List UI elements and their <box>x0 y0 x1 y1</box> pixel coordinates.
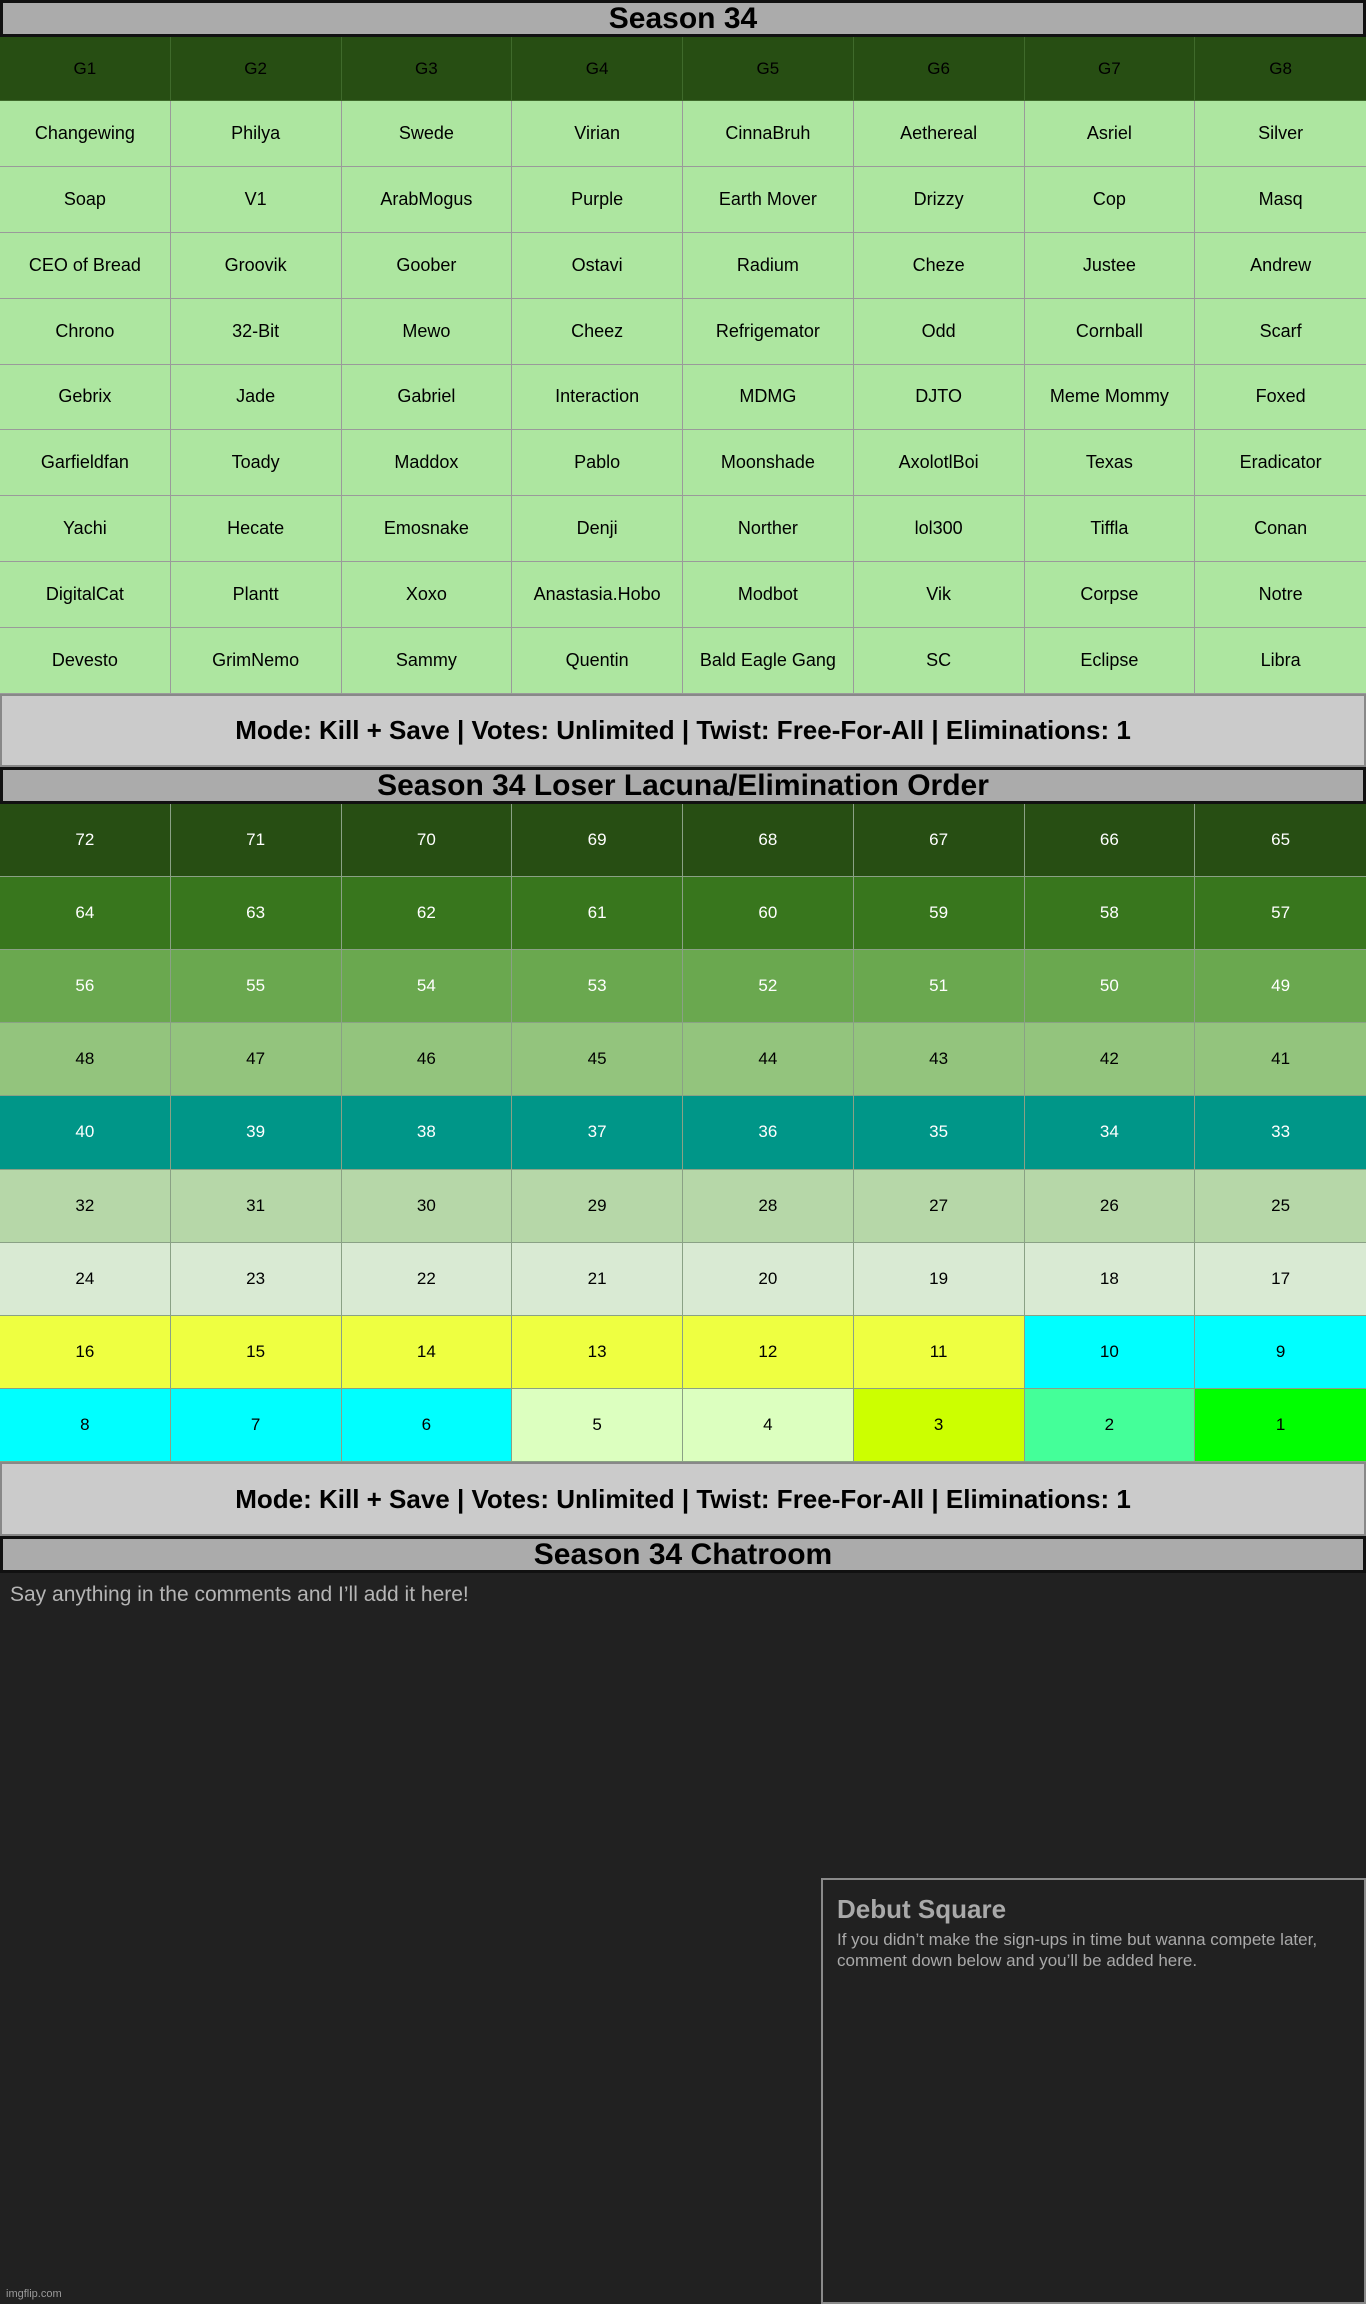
contestant-cell: Pablo <box>512 430 683 496</box>
chatroom-title: Season 34 Chatroom <box>0 1536 1366 1573</box>
contestant-cell: CinnaBruh <box>683 101 854 167</box>
placement-cell: 59 <box>854 877 1025 950</box>
contestant-cell: Foxed <box>1195 365 1366 431</box>
placement-cell: 7 <box>171 1389 342 1462</box>
group-header: G1 <box>0 37 171 101</box>
contestant-cell: Gabriel <box>342 365 513 431</box>
placement-cell: 33 <box>1195 1096 1366 1169</box>
placement-cell: 15 <box>171 1316 342 1389</box>
contestant-cell: Denji <box>512 496 683 562</box>
placement-cell: 11 <box>854 1316 1025 1389</box>
contestant-cell: AxolotlBoi <box>854 430 1025 496</box>
placement-cell: 44 <box>683 1023 854 1096</box>
contestant-cell: lol300 <box>854 496 1025 562</box>
placement-cell: 21 <box>512 1243 683 1316</box>
placement-cell: 25 <box>1195 1170 1366 1243</box>
placement-cell: 2 <box>1025 1389 1196 1462</box>
placement-cell: 53 <box>512 950 683 1023</box>
placement-cell: 29 <box>512 1170 683 1243</box>
placement-cell: 6 <box>342 1389 513 1462</box>
placement-cell: 56 <box>0 950 171 1023</box>
group-header: G2 <box>171 37 342 101</box>
placement-cell: 35 <box>854 1096 1025 1169</box>
debut-square-description: If you didn’t make the sign-ups in time but wanna compete later, comment down below and you’ll be added here. <box>837 1930 1318 1970</box>
roster-grid <box>0 37 1366 694</box>
contestant-cell: Silver <box>1195 101 1366 167</box>
group-header: G8 <box>1195 37 1366 101</box>
contestant-cell: Hecate <box>171 496 342 562</box>
placement-cell: 46 <box>342 1023 513 1096</box>
placement-cell: 18 <box>1025 1243 1196 1316</box>
placement-cell: 31 <box>171 1170 342 1243</box>
placement-cell: 51 <box>854 950 1025 1023</box>
contestant-cell: Drizzy <box>854 167 1025 233</box>
placement-cell: 3 <box>854 1389 1025 1462</box>
placement-cell: 49 <box>1195 950 1366 1023</box>
contestant-cell: Refrigemator <box>683 299 854 365</box>
contestant-cell: Eclipse <box>1025 628 1196 694</box>
placement-cell: 63 <box>171 877 342 950</box>
contestant-cell: Yachi <box>0 496 171 562</box>
contestant-cell: Mewo <box>342 299 513 365</box>
placement-cell: 43 <box>854 1023 1025 1096</box>
placement-cell: 12 <box>683 1316 854 1389</box>
group-header: G5 <box>683 37 854 101</box>
contestant-cell: Purple <box>512 167 683 233</box>
placement-cell: 41 <box>1195 1023 1366 1096</box>
placement-cell: 65 <box>1195 804 1366 877</box>
placement-cell: 47 <box>171 1023 342 1096</box>
placement-cell: 66 <box>1025 804 1196 877</box>
placement-cell: 42 <box>1025 1023 1196 1096</box>
contestant-cell: Sammy <box>342 628 513 694</box>
contestant-cell: Plantt <box>171 562 342 628</box>
contestant-cell: Moonshade <box>683 430 854 496</box>
contestant-cell: Andrew <box>1195 233 1366 299</box>
placement-cell: 23 <box>171 1243 342 1316</box>
contestant-cell: Odd <box>854 299 1025 365</box>
placement-cell: 70 <box>342 804 513 877</box>
placement-cell: 30 <box>342 1170 513 1243</box>
contestant-cell: Notre <box>1195 562 1366 628</box>
contestant-cell: Soap <box>0 167 171 233</box>
contestant-cell: SC <box>854 628 1025 694</box>
contestant-cell: Norther <box>683 496 854 562</box>
contestant-cell: Meme Mommy <box>1025 365 1196 431</box>
placement-cell: 37 <box>512 1096 683 1169</box>
placement-cell: 22 <box>342 1243 513 1316</box>
contestant-cell: Groovik <box>171 233 342 299</box>
contestant-cell: DigitalCat <box>0 562 171 628</box>
contestant-cell: Chrono <box>0 299 171 365</box>
placement-cell: 69 <box>512 804 683 877</box>
placement-cell: 54 <box>342 950 513 1023</box>
placement-cell: 5 <box>512 1389 683 1462</box>
contestant-cell: Changewing <box>0 101 171 167</box>
contestant-cell: Eradicator <box>1195 430 1366 496</box>
placement-cell: 39 <box>171 1096 342 1169</box>
placement-cell: 16 <box>0 1316 171 1389</box>
placement-cell: 55 <box>171 950 342 1023</box>
mode-bar: Mode: Kill + Save | Votes: Unlimited | Twist: Free-For-All | Eliminations: 1 <box>0 694 1366 767</box>
contestant-cell: Corpse <box>1025 562 1196 628</box>
contestant-cell: Devesto <box>0 628 171 694</box>
placement-cell: 40 <box>0 1096 171 1169</box>
contestant-cell: Bald Eagle Gang <box>683 628 854 694</box>
placement-cell: 62 <box>342 877 513 950</box>
contestant-cell: Libra <box>1195 628 1366 694</box>
placement-cell: 61 <box>512 877 683 950</box>
contestant-cell: CEO of Bread <box>0 233 171 299</box>
contestant-cell: Cheez <box>512 299 683 365</box>
placement-cell: 13 <box>512 1316 683 1389</box>
contestant-cell: Virian <box>512 101 683 167</box>
placement-cell: 50 <box>1025 950 1196 1023</box>
contestant-cell: Aethereal <box>854 101 1025 167</box>
placement-cell: 52 <box>683 950 854 1023</box>
contestant-cell: V1 <box>171 167 342 233</box>
debut-square-title: Debut Square <box>837 1894 1007 1924</box>
placement-cell: 60 <box>683 877 854 950</box>
placement-cell: 67 <box>854 804 1025 877</box>
placement-cell: 19 <box>854 1243 1025 1316</box>
contestant-cell: Texas <box>1025 430 1196 496</box>
contestant-cell: Gebrix <box>0 365 171 431</box>
season-title: Season 34 <box>0 0 1366 37</box>
watermark: imgflip.com <box>6 2288 62 2300</box>
contestant-cell: Anastasia.Hobo <box>512 562 683 628</box>
placement-cell: 38 <box>342 1096 513 1169</box>
placement-cell: 28 <box>683 1170 854 1243</box>
contestant-cell: Justee <box>1025 233 1196 299</box>
contestant-cell: Radium <box>683 233 854 299</box>
group-header: G3 <box>342 37 513 101</box>
contestant-cell: DJTO <box>854 365 1025 431</box>
placement-cell: 34 <box>1025 1096 1196 1169</box>
placement-cell: 57 <box>1195 877 1366 950</box>
debut-square-panel <box>821 1878 1366 2304</box>
contestant-cell: Xoxo <box>342 562 513 628</box>
placement-cell: 32 <box>0 1170 171 1243</box>
placement-cell: 10 <box>1025 1316 1196 1389</box>
contestant-cell: MDMG <box>683 365 854 431</box>
group-header: G4 <box>512 37 683 101</box>
elimination-grid <box>0 804 1366 1462</box>
placement-cell: 1 <box>1195 1389 1366 1462</box>
contestant-cell: Vik <box>854 562 1025 628</box>
contestant-cell: Earth Mover <box>683 167 854 233</box>
contestant-cell: Masq <box>1195 167 1366 233</box>
elimination-title: Season 34 Loser Lacuna/Elimination Order <box>0 767 1366 804</box>
contestant-cell: Conan <box>1195 496 1366 562</box>
placement-cell: 72 <box>0 804 171 877</box>
placement-cell: 27 <box>854 1170 1025 1243</box>
contestant-cell: Garfieldfan <box>0 430 171 496</box>
placement-cell: 4 <box>683 1389 854 1462</box>
contestant-cell: Jade <box>171 365 342 431</box>
contestant-cell: Cheze <box>854 233 1025 299</box>
group-header: G6 <box>854 37 1025 101</box>
contestant-cell: ArabMogus <box>342 167 513 233</box>
placement-cell: 58 <box>1025 877 1196 950</box>
placement-cell: 71 <box>171 804 342 877</box>
placement-cell: 48 <box>0 1023 171 1096</box>
placement-cell: 24 <box>0 1243 171 1316</box>
contestant-cell: Cornball <box>1025 299 1196 365</box>
contestant-cell: Ostavi <box>512 233 683 299</box>
placement-cell: 64 <box>0 877 171 950</box>
contestant-cell: Cop <box>1025 167 1196 233</box>
contestant-cell: Swede <box>342 101 513 167</box>
contestant-cell: Philya <box>171 101 342 167</box>
contestant-cell: Scarf <box>1195 299 1366 365</box>
placement-cell: 17 <box>1195 1243 1366 1316</box>
contestant-cell: Goober <box>342 233 513 299</box>
placement-cell: 36 <box>683 1096 854 1169</box>
contestant-cell: Modbot <box>683 562 854 628</box>
contestant-cell: Interaction <box>512 365 683 431</box>
placement-cell: 14 <box>342 1316 513 1389</box>
contestant-cell: Maddox <box>342 430 513 496</box>
contestant-cell: Tiffla <box>1025 496 1196 562</box>
placement-cell: 68 <box>683 804 854 877</box>
contestant-cell: Emosnake <box>342 496 513 562</box>
contestant-cell: 32-Bit <box>171 299 342 365</box>
mode-bar-bottom: Mode: Kill + Save | Votes: Unlimited | Twist: Free-For-All | Eliminations: 1 <box>0 1462 1366 1536</box>
contestant-cell: Toady <box>171 430 342 496</box>
placement-cell: 20 <box>683 1243 854 1316</box>
chatroom-message: Say anything in the comments and I’ll add it here! <box>10 1583 469 1606</box>
placement-cell: 9 <box>1195 1316 1366 1389</box>
contestant-cell: Asriel <box>1025 101 1196 167</box>
placement-cell: 8 <box>0 1389 171 1462</box>
placement-cell: 45 <box>512 1023 683 1096</box>
placement-cell: 26 <box>1025 1170 1196 1243</box>
group-header: G7 <box>1025 37 1196 101</box>
contestant-cell: GrimNemo <box>171 628 342 694</box>
contestant-cell: Quentin <box>512 628 683 694</box>
